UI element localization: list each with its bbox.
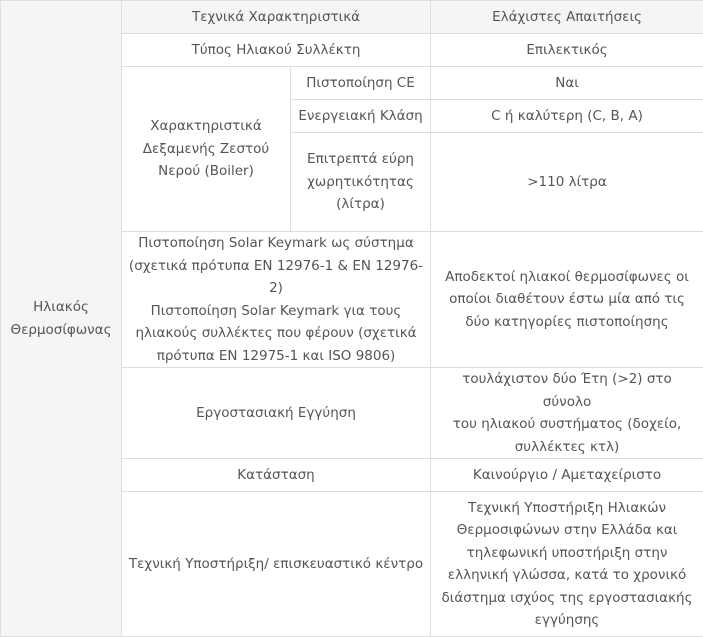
certification-label-line: (σχετικά πρότυπα EN 12976-1 & EN 12976-2) <box>127 255 425 300</box>
capacity-label-line: Επιτρεπτά εύρη <box>296 148 425 171</box>
header-minimum-requirements: Ελάχιστες Απαιτήσεις <box>431 1 703 34</box>
support-value-line: ελληνική γλώσσα, κατά το χρονικό <box>436 564 698 587</box>
row-group-label-cell <box>1 1 122 637</box>
support-value-line: τηλεφωνική υποστήριξη στην <box>436 542 698 565</box>
row-group-label-line: Θερμοσίφωνας <box>6 319 116 342</box>
energy-class-label: Ενεργειακή Κλάση <box>291 100 431 133</box>
certification-value-line: Αποδεκτοί ηλιακοί θερμοσίφωνες οι <box>436 266 698 289</box>
certification-label <box>122 232 431 368</box>
support-value-line: διάστημα ισχύος της εργοστασιακής <box>436 587 698 610</box>
condition-value: Καινούργιο / Αμεταχείριστο <box>431 459 703 492</box>
warranty-value-line: του ηλιακού συστήματος (δοχείο, <box>436 413 698 436</box>
energy-class-value: C ή καλύτερη (C, B, A) <box>431 100 703 133</box>
condition-label: Κατάσταση <box>122 459 431 492</box>
boiler-label-line: Δεξαμενής Ζεστού <box>127 138 285 161</box>
support-label: Τεχνική Υποστήριξη/ επισκευαστικό κέντρο <box>122 492 431 637</box>
certification-label-line: Πιστοποίηση Solar Keymark ως σύστημα <box>127 232 425 255</box>
warranty-value <box>431 368 703 459</box>
collector-type-value: Επιλεκτικός <box>431 34 703 67</box>
certification-label-line: Πιστοποίηση Solar Keymark για τους <box>127 300 425 323</box>
warranty-label: Εργοστασιακή Εγγύηση <box>122 368 431 459</box>
support-value <box>431 492 703 637</box>
ce-certification-value: Ναι <box>431 67 703 100</box>
capacity-value: >110 λίτρα <box>431 133 703 232</box>
header-technical-characteristics: Τεχνικά Χαρακτηριστικά <box>122 1 431 34</box>
certification-value-line: οποίοι διαθέτουν έστω μία από τις <box>436 288 698 311</box>
boiler-label-line: Χαρακτηριστικά <box>127 115 285 138</box>
certification-value-line: δύο κατηγορίες πιστοποίησης <box>436 311 698 334</box>
certification-label-line: ηλιακούς συλλέκτες που φέρουν (σχετικά <box>127 322 425 345</box>
capacity-label-line: (λίτρα) <box>296 193 425 216</box>
boiler-label-line: Νερού (Boiler) <box>127 160 285 183</box>
capacity-label-line: χωρητικότητας <box>296 171 425 194</box>
warranty-value-line: τουλάχιστον δύο Έτη (>2) στο σύνολο <box>436 368 698 413</box>
support-value-line: Τεχνική Υποστήριξη Ηλιακών <box>436 497 698 520</box>
support-value-line: Θερμοσιφώνων στην Ελλάδα και <box>436 519 698 542</box>
row-group-label-line: Ηλιακός <box>6 296 116 319</box>
boiler-characteristics-label <box>122 67 291 232</box>
certification-value <box>431 232 703 368</box>
capacity-label <box>291 133 431 232</box>
header-row <box>1 1 703 34</box>
ce-certification-label: Πιστοποίηση CE <box>291 67 431 100</box>
certification-label-line: πρότυπα EN 12975-1 και ISO 9806) <box>127 345 425 368</box>
support-value-line: εγγύησης <box>436 609 698 632</box>
warranty-value-line: συλλέκτες κτλ) <box>436 436 698 459</box>
collector-type-label: Τύπος Ηλιακού Συλλέκτη <box>122 34 431 67</box>
